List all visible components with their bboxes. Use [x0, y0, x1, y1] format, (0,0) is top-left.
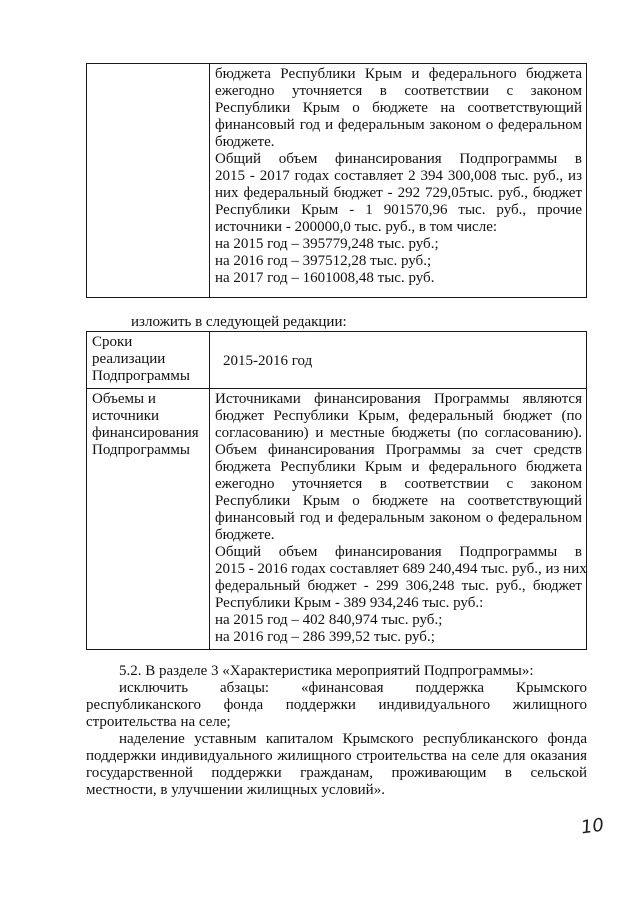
funding-text-cell — [210, 64, 587, 298]
label-line: источники — [92, 408, 160, 424]
text-line: Республики Крым о бюджете на соответствующий — [215, 100, 582, 116]
label-line: Подпрограммы — [92, 368, 190, 384]
empty-label-cell — [87, 64, 210, 298]
old-edition-table — [86, 63, 587, 298]
text-line: Республики Крым - 389 934,246 тыс. руб.: — [215, 595, 484, 611]
new-edition-table — [86, 331, 587, 650]
period-label-cell — [87, 332, 210, 389]
intro-text: изложить в следующей редакции: — [131, 314, 347, 330]
text-line: на 2016 год – 397512,28 тыс. руб.; — [215, 253, 432, 269]
text-line: на 2015 год – 395779,248 тыс. руб.; — [215, 236, 439, 252]
text-line: Источниками финансирования Программы являются — [215, 391, 582, 407]
table-row — [87, 64, 587, 298]
text-line: Общий объем финансирования Подпрограммы в — [215, 151, 582, 167]
text-line: бюджете. — [215, 527, 275, 543]
text-line: бюджета Республики Крым и федерального бюджета — [215, 66, 582, 82]
period-value: 2015-2016 год — [223, 353, 313, 369]
text-line: финансовый год и федеральным законом о федеральном — [215, 117, 582, 133]
section-heading: 5.2. В разделе 3 «Характеристика мероприятий Подпрограммы»: — [119, 663, 534, 679]
text-line: Республики Крым о бюджете на соответствующий — [215, 493, 582, 509]
text-line: Республики Крым - 1 901570,96 тыс. руб., прочие — [215, 202, 582, 218]
text-line: бюджет Республики Крым, федеральный бюджет (по — [215, 408, 582, 424]
text-line: 2015 - 2016 годах составляет 689 240,494 тыс. руб., из них — [215, 561, 587, 577]
section-5-2 — [86, 663, 587, 799]
paragraph: наделение уставным капиталом Крымского республиканского фонда поддержки индивидуального жилищного строительства на селе для оказания государственной поддержки гражданам, проживающим в сельской местности, в улучшении жилищных условий». — [86, 731, 587, 798]
text-line: Общий объем финансирования Подпрограммы в — [215, 544, 582, 560]
funding-label-cell — [87, 389, 210, 650]
label-line: реализации — [92, 351, 166, 367]
text-line: них федеральный бюджет - 292 729,05тыс. руб., бюджет — [215, 185, 582, 201]
label-line: Подпрограммы — [92, 442, 190, 458]
text-line: согласованию) и местные бюджеты (по согласованию). — [215, 425, 582, 441]
text-line: бюджете. — [215, 134, 275, 150]
text-line: источники - 200000,0 тыс. руб., в том числе: — [215, 219, 498, 235]
text-line: федеральный бюджет - 299 306,248 тыс. руб., бюджет — [215, 578, 582, 594]
table-row — [87, 389, 587, 650]
label-line: Сроки — [92, 334, 133, 350]
text-line: 2015 - 2017 годах составляет 2 394 300,008 тыс. руб., из — [215, 168, 582, 184]
text-line: на 2015 год – 402 840,974 тыс. руб.; — [215, 612, 443, 628]
paragraph: исключить абзацы: «финансовая поддержка Крымского республиканского фонда поддержки индивидуального жилищного строительства на селе; — [86, 680, 587, 730]
period-value-cell — [210, 332, 587, 389]
handwritten-page-number: 10 — [579, 814, 606, 839]
label-line: Объемы и — [92, 391, 156, 407]
text-line: на 2016 год – 286 399,52 тыс. руб.; — [215, 629, 435, 645]
text-line: ежегодно уточняется в соответствии с законом — [215, 83, 582, 99]
table-row — [87, 332, 587, 389]
text-line: Объем финансирования Программы за счет средств — [215, 442, 582, 458]
text-line: бюджета Республики Крым и федерального бюджета — [215, 459, 582, 475]
label-line: финансирования — [92, 425, 199, 441]
text-line: на 2017 год – 1601008,48 тыс. руб. — [215, 270, 435, 286]
text-line: финансовый год и федеральным законом о федеральном — [215, 510, 582, 526]
text-line: ежегодно уточняется в соответствии с законом — [215, 476, 582, 492]
funding-text-cell — [210, 389, 587, 650]
